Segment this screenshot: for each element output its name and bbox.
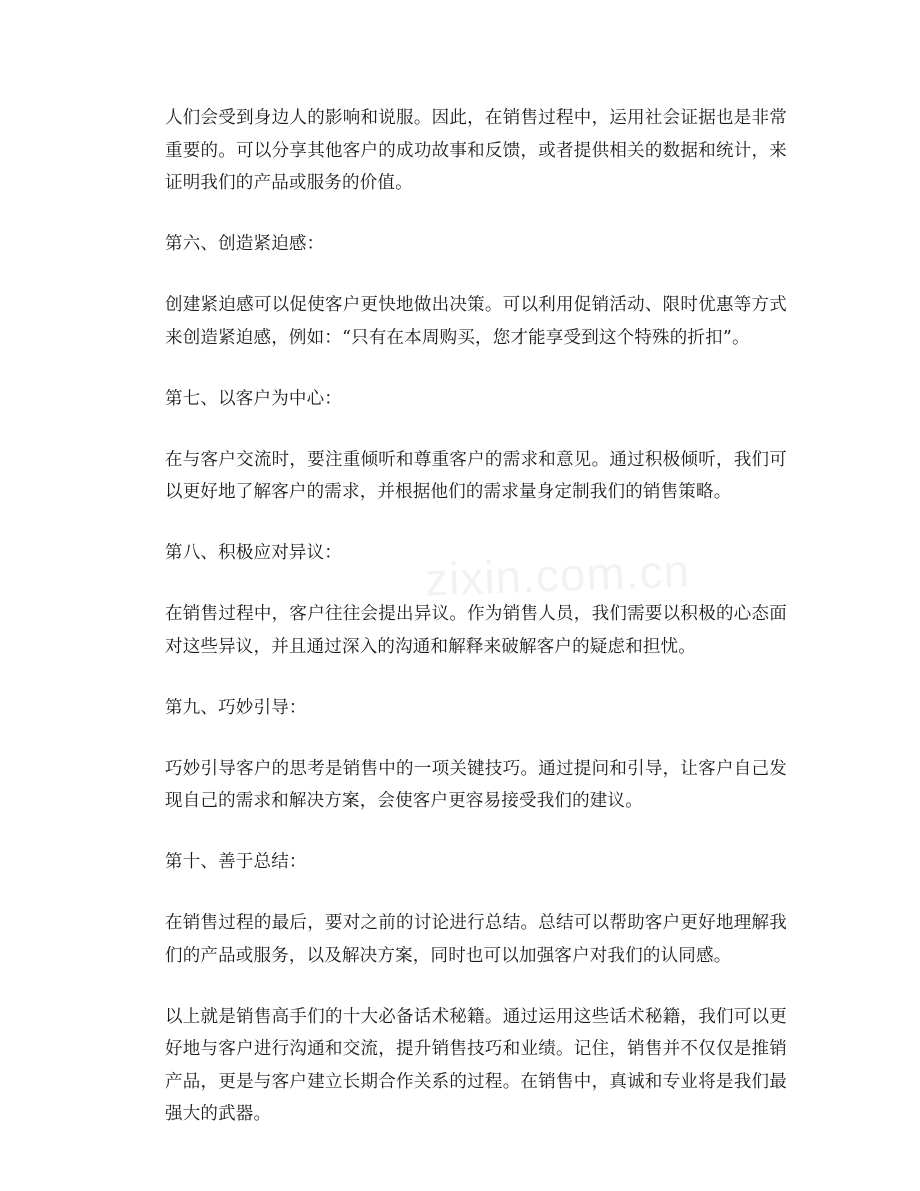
paragraph-conclusion: 以上就是销售高手们的十大必备话术秘籍。通过运用这些话术秘籍，我们可以更好地与客户进行沟通和交流，提升销售技巧和业绩。记住，销售并不仅仅是推销产品，更是与客户建立长期合作关系的过程。在销售中，真诚和专业将是我们最强大的武器。 [165,1006,787,1124]
document-body [165,102,787,1159]
heading-sixth: 第六、创造紧迫感： [165,234,325,254]
paragraph-guidance: 巧妙引导客户的思考是销售中的一项关键技巧。通过提问和引导，让客户自己发现自己的需求和解决方案，会使客户更容易接受我们的建议。 [165,758,787,811]
paragraph-social-proof: 人们会受到身边人的影响和说服。因此，在销售过程中，运用社会证据也是非常重要的。可以分享其他客户的成功故事和反馈，或者提供相关的数据和统计，来证明我们的产品或服务的价值。 [165,108,787,193]
heading-eighth: 第八、积极应对异议： [165,543,342,563]
paragraph-customer-centric: 在与客户交流时，要注重倾听和尊重客户的需求和意见。通过积极倾听，我们可以更好地了解客户的需求，并根据他们的需求量身定制我们的销售策略。 [165,449,787,502]
paragraph-objections: 在销售过程中，客户往往会提出异议。作为销售人员，我们需要以积极的心态面对这些异议，并且通过深入的沟通和解释来破解客户的疑虑和担忧。 [165,604,787,657]
paragraph-urgency: 创建紧迫感可以促使客户更快地做出决策。可以利用促销活动、限时优惠等方式来创造紧迫感，例如：“只有在本周购买，您才能享受到这个特殊的折扣”。 [165,295,787,348]
heading-seventh: 第七、以客户为中心： [165,388,342,409]
watermark-text: zixin.com.cn [424,544,691,606]
paragraph-summary: 在销售过程的最后，要对之前的讨论进行总结。总结可以帮助客户更好地理解我们的产品或服务，以及解决方案，同时也可以加强客户对我们的认同感。 [165,913,787,966]
heading-ninth: 第九、巧妙引导： [165,697,307,718]
heading-tenth: 第十、善于总结： [165,852,307,872]
